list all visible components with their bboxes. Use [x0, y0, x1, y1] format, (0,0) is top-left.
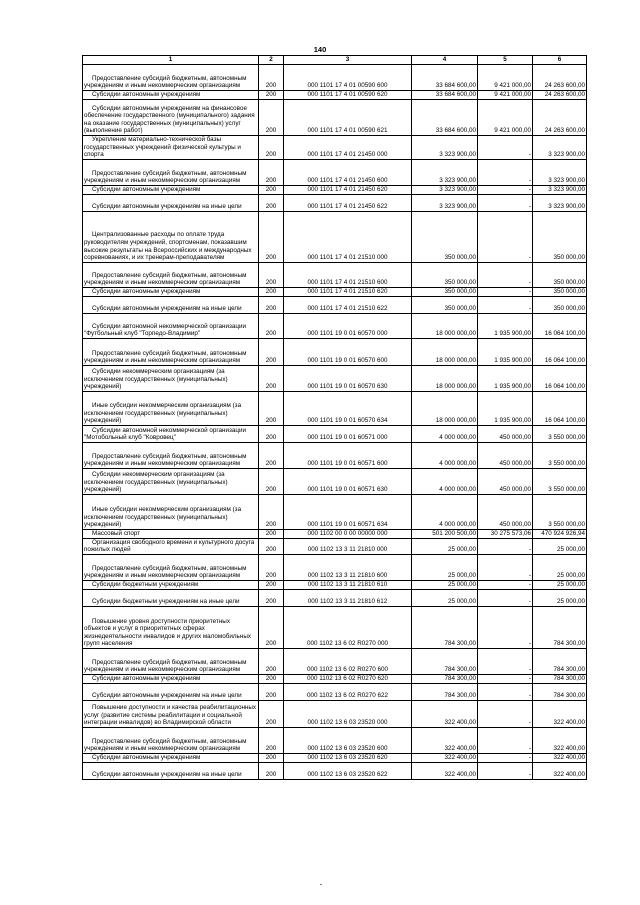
- row-classification: 000 1102 13 6 03 23520 620: [284, 753, 412, 762]
- budget-table: [82, 55, 587, 780]
- row-col4: 350 000,00: [412, 287, 478, 296]
- table-row: [83, 338, 587, 365]
- column-header: 6: [533, 56, 587, 65]
- row-name: Субсидии автономной некоммерческой организации "Футбольный клуб "Торпедо-Владимир": [83, 313, 259, 338]
- row-classification: 000 1101 17 4 01 21450 622: [284, 194, 412, 211]
- row-col5: -: [478, 674, 533, 683]
- row-col5: -: [478, 538, 533, 554]
- row-col6: 25 000,00: [533, 589, 587, 606]
- table-row: [83, 425, 587, 442]
- row-code: 200: [259, 529, 284, 538]
- row-name: Иные субсидии некоммерческим организациям (за исключением государственных (муниципальных) учреждений): [83, 391, 259, 425]
- row-classification: 000 1102 13 6 02 R0270 620: [284, 674, 412, 683]
- row-col4: 4 000 000,00: [412, 494, 478, 529]
- row-classification: 000 1102 13 6 03 23520 622: [284, 762, 412, 779]
- row-col6: 3 550 000,00: [533, 494, 587, 529]
- table-row: [83, 211, 587, 262]
- row-col4: 322 400,00: [412, 700, 478, 727]
- row-classification: 000 1101 19 0 01 60570 600: [284, 338, 412, 365]
- table-row: [83, 391, 587, 425]
- row-code: 200: [259, 674, 284, 683]
- scan-speck: [320, 884, 322, 885]
- table-row: [83, 683, 587, 700]
- row-col4: 784 300,00: [412, 674, 478, 683]
- table-row: [83, 468, 587, 494]
- row-col4: 25 000,00: [412, 580, 478, 589]
- row-code: 200: [259, 648, 284, 674]
- row-code: 200: [259, 194, 284, 211]
- row-col4: 3 323 900,00: [412, 185, 478, 194]
- table-row: [83, 262, 587, 287]
- column-header: 4: [412, 56, 478, 65]
- row-code: 200: [259, 136, 284, 160]
- row-col5: 1 935 900,00: [478, 391, 533, 425]
- column-header: 3: [284, 56, 412, 65]
- column-header: 1: [83, 56, 259, 65]
- row-col4: 25 000,00: [412, 554, 478, 580]
- row-col5: 9 421 000,00: [478, 100, 533, 136]
- table-row: [83, 194, 587, 211]
- row-col4: 501 200 500,00: [412, 529, 478, 538]
- row-classification: 000 1101 19 0 01 60570 634: [284, 391, 412, 425]
- row-col4: 350 000,00: [412, 211, 478, 262]
- row-code: 200: [259, 365, 284, 391]
- row-col6: 3 323 900,00: [533, 194, 587, 211]
- table-row: [83, 185, 587, 194]
- row-classification: 000 1102 13 6 03 23520 000: [284, 700, 412, 727]
- row-col5: 9 421 000,00: [478, 91, 533, 100]
- row-classification: 000 1102 13 3 11 21810 610: [284, 580, 412, 589]
- row-col4: 33 684 600,00: [412, 91, 478, 100]
- table-row: [83, 100, 587, 136]
- row-col4: 18 000 000,00: [412, 365, 478, 391]
- row-col4: 3 323 900,00: [412, 136, 478, 160]
- row-name: Предоставление субсидий бюджетным, автономным учреждениям и иным некоммерческим организациям: [83, 727, 259, 753]
- row-name: Субсидии бюджетным учреждениям: [83, 580, 259, 589]
- row-code: 200: [259, 554, 284, 580]
- row-col6: 3 323 900,00: [533, 136, 587, 160]
- row-col5: -: [478, 700, 533, 727]
- row-name: Субсидии автономным учреждениям: [83, 287, 259, 296]
- row-col6: 470 924 926,94: [533, 529, 587, 538]
- row-col6: 24 263 600,00: [533, 91, 587, 100]
- row-col5: 450 000,00: [478, 425, 533, 442]
- row-col6: 25 000,00: [533, 554, 587, 580]
- row-col5: 450 000,00: [478, 468, 533, 494]
- row-col6: 784 300,00: [533, 648, 587, 674]
- row-col5: 1 935 900,00: [478, 365, 533, 391]
- row-col6: 350 000,00: [533, 211, 587, 262]
- row-col4: 784 300,00: [412, 606, 478, 648]
- row-classification: 000 1101 17 4 01 00590 620: [284, 91, 412, 100]
- row-name: Субсидии автономным учреждениям на иные цели: [83, 683, 259, 700]
- row-code: 200: [259, 753, 284, 762]
- column-header: 2: [259, 56, 284, 65]
- row-classification: 000 1101 19 0 01 60571 600: [284, 442, 412, 468]
- table-row: [83, 648, 587, 674]
- row-name: Иные субсидии некоммерческим организациям (за исключением государственных (муниципальных) учреждений): [83, 494, 259, 529]
- table-row: [83, 296, 587, 313]
- row-col5: -: [478, 753, 533, 762]
- row-col5: -: [478, 287, 533, 296]
- row-col5: -: [478, 648, 533, 674]
- row-name: Укрепление материально-технической базы государственных учреждений физической культуры и спорта: [83, 136, 259, 160]
- row-col6: 784 300,00: [533, 674, 587, 683]
- row-name: Субсидии некоммерческим организациям (за исключением государственных (муниципальных) учреждений): [83, 468, 259, 494]
- row-code: 200: [259, 494, 284, 529]
- row-code: 200: [259, 580, 284, 589]
- table-row: [83, 700, 587, 727]
- row-name: Централизованные расходы по оплате труда руководителям учреждений, спортсменам, показавшим высокие результаты на Всероссийских и международных соревнованиях, и их тренерам-преподавателям: [83, 211, 259, 262]
- row-classification: 000 1102 00 0 00 00000 000: [284, 529, 412, 538]
- row-col4: 18 000 000,00: [412, 391, 478, 425]
- row-name: Предоставление субсидий бюджетным, автономным учреждениям и иным некоммерческим организациям: [83, 338, 259, 365]
- row-name: Предоставление субсидий бюджетным, автономным учреждениям и иным некоммерческим организациям: [83, 262, 259, 287]
- row-col4: 18 000 000,00: [412, 313, 478, 338]
- table-body: [83, 65, 587, 780]
- row-col6: 16 064 100,00: [533, 313, 587, 338]
- table-row: [83, 136, 587, 160]
- row-col6: 350 000,00: [533, 296, 587, 313]
- row-code: 200: [259, 442, 284, 468]
- table-row: [83, 65, 587, 91]
- row-col4: 784 300,00: [412, 648, 478, 674]
- row-col5: 450 000,00: [478, 442, 533, 468]
- row-col5: 450 000,00: [478, 494, 533, 529]
- table-row: [83, 494, 587, 529]
- row-classification: 000 1101 17 4 01 21450 620: [284, 185, 412, 194]
- table-row: [83, 762, 587, 779]
- row-code: 200: [259, 468, 284, 494]
- row-name: Субсидии автономным учреждениям на иные цели: [83, 762, 259, 779]
- table-row: [83, 580, 587, 589]
- row-col4: 18 000 000,00: [412, 338, 478, 365]
- row-col6: 25 000,00: [533, 580, 587, 589]
- row-col6: 3 550 000,00: [533, 425, 587, 442]
- row-col6: 322 400,00: [533, 727, 587, 753]
- table-row: [83, 529, 587, 538]
- row-code: 200: [259, 313, 284, 338]
- row-code: 200: [259, 589, 284, 606]
- table-row: [83, 589, 587, 606]
- row-col4: 322 400,00: [412, 753, 478, 762]
- row-col6: 3 550 000,00: [533, 442, 587, 468]
- row-col4: 350 000,00: [412, 296, 478, 313]
- row-col5: -: [478, 159, 533, 185]
- row-code: 200: [259, 91, 284, 100]
- table-row: [83, 674, 587, 683]
- table-row: [83, 442, 587, 468]
- row-col5: 9 421 000,00: [478, 65, 533, 91]
- table-row: [83, 606, 587, 648]
- row-classification: 000 1102 13 6 02 R0270 000: [284, 606, 412, 648]
- row-col4: 4 000 000,00: [412, 425, 478, 442]
- row-name: Субсидии автономным учреждениям на финансовое обеспечение государственного (муниципального) задания на оказание государственных (муниципальных) услуг (выполнение работ): [83, 100, 259, 136]
- row-code: 200: [259, 159, 284, 185]
- row-col5: 1 935 900,00: [478, 313, 533, 338]
- row-name: Предоставление субсидий бюджетным, автономным учреждениям и иным некоммерческим организациям: [83, 159, 259, 185]
- row-col5: -: [478, 554, 533, 580]
- row-col5: -: [478, 194, 533, 211]
- row-col6: 350 000,00: [533, 287, 587, 296]
- row-name: Субсидии автономным учреждениям: [83, 185, 259, 194]
- row-classification: 000 1101 17 4 01 21510 000: [284, 211, 412, 262]
- row-classification: 000 1102 13 3 11 21810 000: [284, 538, 412, 554]
- row-classification: 000 1101 19 0 01 60571 630: [284, 468, 412, 494]
- row-col4: 322 400,00: [412, 762, 478, 779]
- row-col4: 3 323 900,00: [412, 194, 478, 211]
- row-classification: 000 1101 17 4 01 21510 600: [284, 262, 412, 287]
- table-header-row: [83, 56, 587, 65]
- row-classification: 000 1101 17 4 01 21450 000: [284, 136, 412, 160]
- row-col4: 784 300,00: [412, 683, 478, 700]
- row-code: 200: [259, 700, 284, 727]
- row-classification: 000 1101 17 4 01 00590 621: [284, 100, 412, 136]
- row-classification: 000 1101 17 4 01 21450 600: [284, 159, 412, 185]
- column-header: 5: [478, 56, 533, 65]
- row-col5: -: [478, 589, 533, 606]
- row-col6: 350 000,00: [533, 262, 587, 287]
- row-classification: 000 1101 19 0 01 60570 630: [284, 365, 412, 391]
- row-col5: -: [478, 185, 533, 194]
- row-code: 200: [259, 100, 284, 136]
- row-name: Субсидии некоммерческим организациям (за исключением государственных (муниципальных) учреждений): [83, 365, 259, 391]
- row-col4: 350 000,00: [412, 262, 478, 287]
- row-name: Повышение уровня доступности приоритетных объектов и услуг в приоритетных сферах жизнедеятельности инвалидов и других маломобильных групп населения: [83, 606, 259, 648]
- table-row: [83, 287, 587, 296]
- row-classification: 000 1102 13 3 11 21810 600: [284, 554, 412, 580]
- table-row: [83, 91, 587, 100]
- row-name: Предоставление субсидий бюджетным, автономным учреждениям и иным некоммерческим организациям: [83, 65, 259, 91]
- row-name: Субсидии автономным учреждениям: [83, 91, 259, 100]
- row-col5: 30 275 573,06: [478, 529, 533, 538]
- table-row: [83, 538, 587, 554]
- table-row: [83, 365, 587, 391]
- row-code: 200: [259, 606, 284, 648]
- row-name: Массовый спорт: [83, 529, 259, 538]
- row-col4: 25 000,00: [412, 589, 478, 606]
- page-number: 140: [313, 45, 327, 54]
- table-row: [83, 727, 587, 753]
- row-col6: 24 263 600,00: [533, 100, 587, 136]
- row-code: 200: [259, 391, 284, 425]
- row-col6: 784 300,00: [533, 683, 587, 700]
- row-name: Субсидии автономным учреждениям: [83, 753, 259, 762]
- row-classification: 000 1102 13 6 02 R0270 600: [284, 648, 412, 674]
- row-code: 200: [259, 185, 284, 194]
- row-col5: -: [478, 580, 533, 589]
- row-name: Субсидии бюджетным учреждениям на иные цели: [83, 589, 259, 606]
- row-code: 200: [259, 762, 284, 779]
- row-col4: 322 400,00: [412, 727, 478, 753]
- row-classification: 000 1101 17 4 01 21510 622: [284, 296, 412, 313]
- row-col6: 784 300,00: [533, 606, 587, 648]
- row-col6: 16 064 100,00: [533, 338, 587, 365]
- row-name: Предоставление субсидий бюджетным, автономным учреждениям и иным некоммерческим организациям: [83, 554, 259, 580]
- row-col5: -: [478, 211, 533, 262]
- row-name: Субсидии автономным учреждениям на иные цели: [83, 194, 259, 211]
- row-col5: -: [478, 727, 533, 753]
- row-col6: 322 400,00: [533, 762, 587, 779]
- row-col5: -: [478, 762, 533, 779]
- row-code: 200: [259, 538, 284, 554]
- row-col6: 25 000,00: [533, 538, 587, 554]
- row-code: 200: [259, 338, 284, 365]
- row-col5: -: [478, 606, 533, 648]
- row-code: 200: [259, 262, 284, 287]
- table-row: [83, 313, 587, 338]
- row-code: 200: [259, 425, 284, 442]
- row-classification: 000 1102 13 6 03 23520 600: [284, 727, 412, 753]
- row-classification: 000 1102 13 6 02 R0270 622: [284, 683, 412, 700]
- row-classification: 000 1101 19 0 01 60571 000: [284, 425, 412, 442]
- row-col6: 16 064 100,00: [533, 391, 587, 425]
- row-col6: 24 263 600,00: [533, 65, 587, 91]
- row-code: 200: [259, 65, 284, 91]
- row-col4: 3 323 900,00: [412, 159, 478, 185]
- row-code: 200: [259, 296, 284, 313]
- row-col4: 33 684 600,00: [412, 100, 478, 136]
- row-col4: 25 000,00: [412, 538, 478, 554]
- row-col6: 3 323 900,00: [533, 159, 587, 185]
- row-col4: 4 000 000,00: [412, 468, 478, 494]
- row-col6: 322 400,00: [533, 753, 587, 762]
- row-name: Предоставление субсидий бюджетным, автономным учреждениям и иным некоммерческим организациям: [83, 442, 259, 468]
- table-row: [83, 753, 587, 762]
- row-name: Повышение доступности и качества реабилитационных услуг (развитие системы реабилитации и социальной интеграции инвалидов) во Владимирской области: [83, 700, 259, 727]
- table-row: [83, 554, 587, 580]
- row-code: 200: [259, 683, 284, 700]
- row-name: Предоставление субсидий бюджетным, автономным учреждениям и иным некоммерческим организациям: [83, 648, 259, 674]
- row-name: Субсидии автономным учреждениям на иные цели: [83, 296, 259, 313]
- row-name: Организация свободного времени и культурного досуга пожилых людей: [83, 538, 259, 554]
- row-code: 200: [259, 727, 284, 753]
- row-classification: 000 1101 17 4 01 21510 620: [284, 287, 412, 296]
- row-col5: -: [478, 136, 533, 160]
- row-name: Субсидии автономной некоммерческой организации "Мотобольный клуб "Ковровец": [83, 425, 259, 442]
- row-col6: 3 323 900,00: [533, 185, 587, 194]
- row-classification: 000 1102 13 3 11 21810 612: [284, 589, 412, 606]
- row-col5: 1 935 900,00: [478, 338, 533, 365]
- row-col6: 3 550 000,00: [533, 468, 587, 494]
- row-classification: 000 1101 19 0 01 60570 000: [284, 313, 412, 338]
- row-col5: -: [478, 683, 533, 700]
- row-col4: 4 000 000,00: [412, 442, 478, 468]
- row-col6: 16 064 100,00: [533, 365, 587, 391]
- row-code: 200: [259, 287, 284, 296]
- row-classification: 000 1101 17 4 01 00590 600: [284, 65, 412, 91]
- row-col6: 322 400,00: [533, 700, 587, 727]
- row-col4: 33 684 600,00: [412, 65, 478, 91]
- row-name: Субсидии автономным учреждениям: [83, 674, 259, 683]
- row-col5: -: [478, 296, 533, 313]
- row-classification: 000 1101 19 0 01 60571 634: [284, 494, 412, 529]
- table-row: [83, 159, 587, 185]
- row-code: 200: [259, 211, 284, 262]
- row-col5: -: [478, 262, 533, 287]
